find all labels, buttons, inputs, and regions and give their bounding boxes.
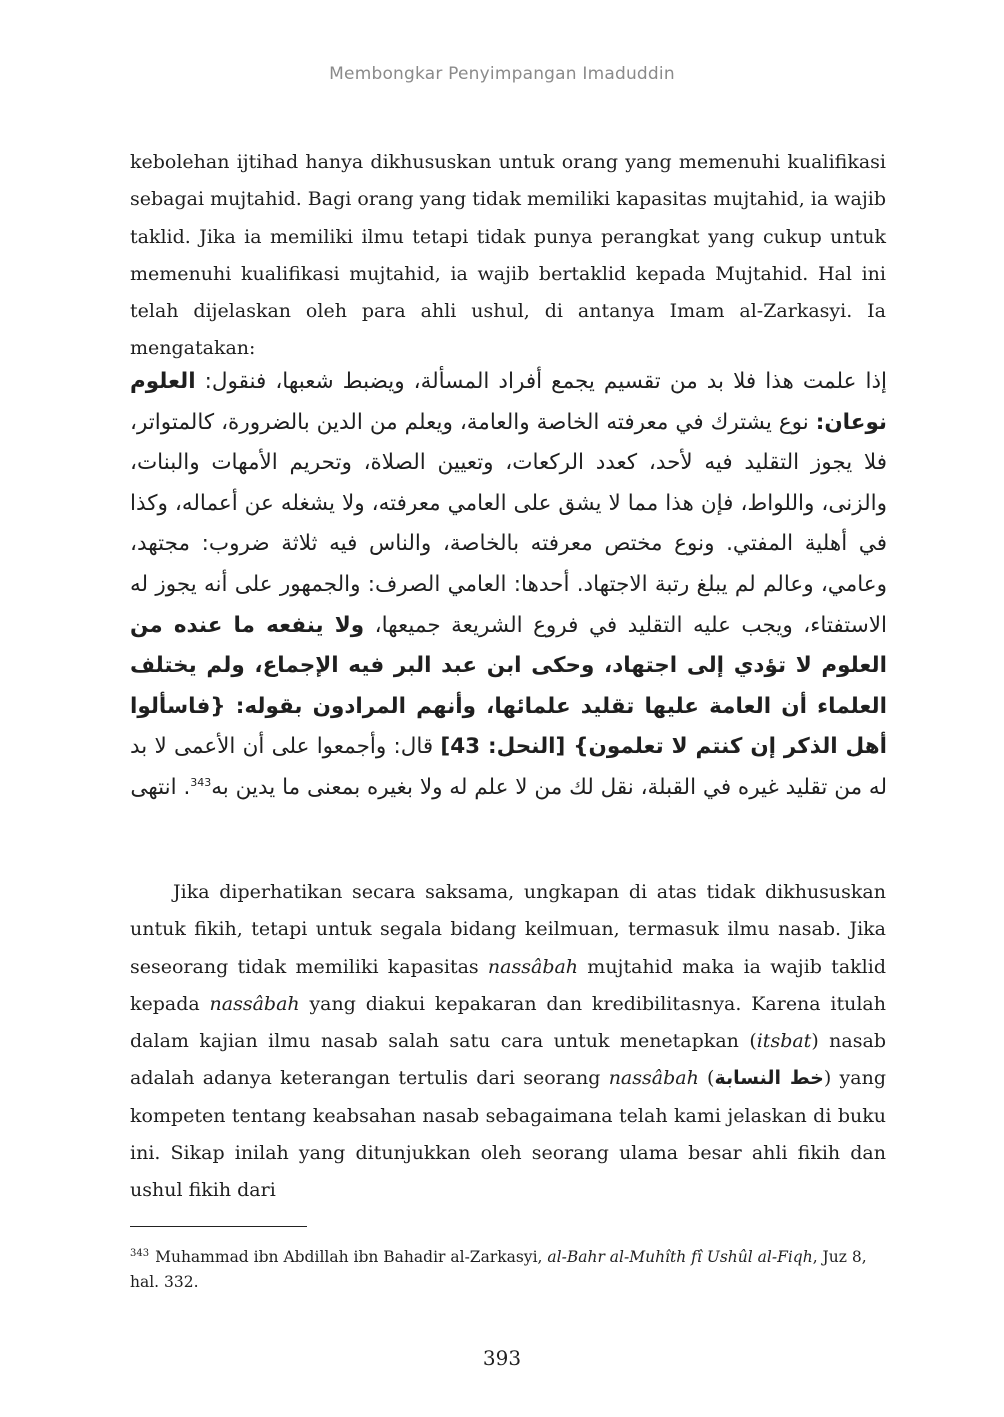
term-nassabah-2: nassâbah — [209, 992, 300, 1015]
running-header: Membongkar Penyimpangan Imaduddin — [329, 64, 675, 84]
footnote-reference[interactable]: 343 — [190, 775, 212, 789]
arabic-term: خط النسابة — [714, 1067, 824, 1090]
footnote-title: al-Bahr al-Muhîth fî Ushûl al-Fiqh — [547, 1248, 813, 1267]
footnote — [130, 1241, 886, 1295]
quote-text-1: إذا علمت هذا فلا بد من تقسيم يجمع أفراد المسألة، ويضبط شعبها، فنقول: — [195, 369, 887, 394]
term-nassabah-1: nassâbah — [487, 955, 579, 978]
body-paragraph — [130, 874, 886, 1210]
body-text-5: ( — [698, 1067, 715, 1090]
term-nassabah-3: nassâbah — [608, 1067, 699, 1090]
quote-text-2: نوع يشترك في معرفته الخاصة والعامة، ويعلم من الدين بالضرورة، كالمتواتر، فلا يجوز التقليد فيه لأحد، كعدد الركعات، وتعيين الصلاة، وتحريم الأمهات والبنات، والزنى، واللواط، فإن هذا مما لا يشق على العامي معرفته، ولا يشغله عن أعماله، وكذا في أهلية المفتي. ونوع مختص معرفته بالخاصة، والناس فيه ثلاثة ضروب: مجتهد، وعامي، وعالم لم يبلغ رتبة الاجتهاد. أحدها: العامي الصرف: والجمهور على أنه يجوز له الاستفتاء، ويجب عليه التقليد في فروع الشريعة جميعها، — [130, 409, 887, 638]
term-itsbat: itsbat — [756, 1030, 812, 1053]
quote-bold-2: ولا ينفعه ما عنده من العلوم لا تؤدي إلى اجتهاد، وحكى ابن عبد البر فيه الإجماع، ولم يختلف العلماء أن العامة عليها تقليد علمائها، وأنهم المرادون بقوله: {فاسألوا أهل الذكر إن كنتم لا تعلمون} [النحل: 43] — [130, 612, 887, 760]
footnote-author: Muhammad ibn Abdillah ibn Bahadir al-Zarkasyi, — [155, 1248, 548, 1267]
footnote-number: 343 — [130, 1248, 150, 1259]
arabic-quotation — [130, 362, 887, 809]
body-text-2: mujtahid maka ia wajib taklid kepada — [130, 955, 886, 1015]
quote-bold-1: العلوم نوعان: — [130, 369, 887, 435]
body-text-4: ) nasab adalah adanya keterangan tertulis dari seorang — [130, 1030, 886, 1090]
footnote-divider — [130, 1226, 307, 1227]
footnote-rest: , Juz 8, hal. 332. — [130, 1248, 867, 1292]
page-number: 393 — [482, 1346, 522, 1370]
body-text-3: yang diakui kepakaran dan kredibilitasnya. Karena itulah dalam kajian ilmu nasab salah satu cara untuk menetapkan ( — [130, 992, 886, 1053]
quote-end: . انتهى — [130, 774, 191, 800]
body-text-1: Jika diperhatikan secara saksama, ungkapan di atas tidak dikhususkan untuk fikih, tetapi untuk segala bidang keilmuan, termasuk ilmu nasab. Jika seseorang tidak memiliki kapasitas — [130, 881, 886, 978]
body-text-6: ) yang kompeten tentang keabsahan nasab sebagaimana telah kami jelaskan di buku ini. Sikap inilah yang ditunjukkan oleh seorang ulama besar ahli fikih dan ushul fikih dari — [130, 1067, 886, 1202]
quote-text-3: قال: وأجمعوا على أن الأعمى لا بد له من تقليد غيره في القبلة، نقل لك من لا علم له ولا بغيره بمعنى ما يدين به — [130, 734, 887, 800]
intro-paragraph: kebolehan ijtihad hanya dikhususkan untuk orang yang memenuhi kualifikasi sebagai mujtahid. Bagi orang yang tidak memiliki kapasitas mujtahid, ia wajib taklid. Jika ia memiliki ilmu tetapi tidak punya perangkat yang cukup untuk memenuhi kualifikasi mujtahid, ia wajib bertaklid kepada Mujtahid. Hal ini telah dijelaskan oleh para ahli ushul, di antanya Imam al-Zarkasyi. Ia mengatakan: — [130, 151, 886, 360]
